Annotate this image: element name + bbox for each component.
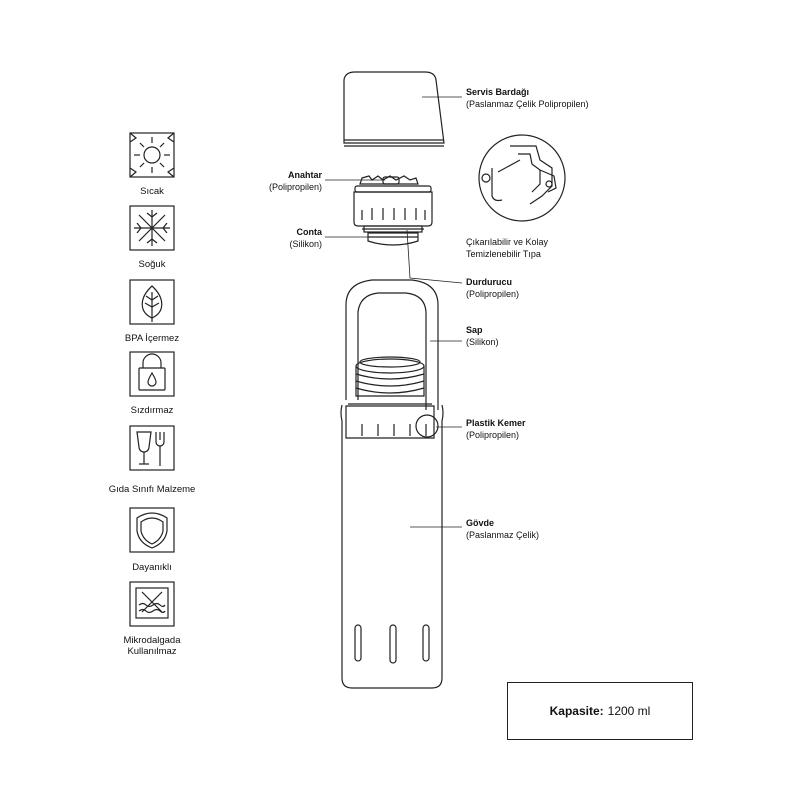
label-body-title: Gövde: [466, 518, 495, 528]
feature-label-hot: Sıcak: [140, 186, 164, 197]
feature-label-durable: Dayanıklı: [132, 562, 172, 573]
serving-cup: [344, 72, 444, 146]
capacity-label: Kapasite:: [549, 704, 604, 718]
leaf-icon: [130, 280, 174, 324]
label-stopper: [466, 276, 519, 300]
label-belt-title: Plastik Kemer: [466, 418, 526, 428]
label-key-material: (Polipropilen): [268, 182, 322, 192]
sun-heat-icon: [130, 133, 174, 177]
glass-fork-icon: [130, 426, 174, 470]
feature-label-no-microwave-line1: Mikrodalgada: [123, 635, 181, 646]
label-serving-cup-title: Servis Bardağı: [466, 87, 530, 97]
label-stopper-material: (Polipropilen): [466, 289, 520, 299]
label-belt: [466, 417, 526, 441]
no-microwave-icon: [130, 582, 174, 626]
feature-label-food-grade: Gıda Sınıfı Malzeme: [108, 484, 196, 495]
label-gasket-title: Conta: [296, 227, 322, 237]
label-serving-cup: [466, 86, 589, 110]
stopper-assembly: [354, 176, 432, 245]
label-handle-title: Sap: [466, 325, 483, 335]
label-gasket-material: (Silikon): [289, 239, 322, 249]
label-serving-cup-material: (Paslanmaz Çelik Polipropilen): [466, 99, 589, 109]
bottle-neck: [356, 357, 424, 396]
label-key: [222, 169, 322, 193]
label-detail-line2: Temizlenebilir Tıpa: [466, 249, 541, 259]
bottle-body: [341, 405, 443, 688]
plastic-belt: [346, 404, 438, 438]
shield-icon: [130, 508, 174, 552]
label-stopper-title: Durdurucu: [466, 277, 512, 287]
label-body: [466, 517, 539, 541]
label-body-material: (Paslanmaz Çelik): [466, 530, 540, 540]
label-handle-material: (Silikon): [466, 337, 499, 347]
feature-label-no-microwave: [82, 635, 222, 657]
label-gasket: [222, 226, 322, 250]
capacity-value: 1200 ml: [607, 704, 651, 718]
snowflake-icon: [130, 206, 174, 250]
label-detail-line1: Çıkarılabilir ve Kolay: [466, 237, 549, 247]
label-key-title: Anahtar: [287, 170, 322, 180]
detail-magnifier: [479, 135, 565, 221]
label-belt-material: (Polipropilen): [466, 430, 520, 440]
label-handle: [466, 324, 499, 348]
feature-label-no-microwave-line2: Kullanılmaz: [127, 646, 177, 657]
feature-label-cold: Soğuk: [138, 259, 166, 270]
label-detail: [466, 236, 548, 260]
capacity-box: [507, 682, 693, 740]
padlock-drop-icon: [130, 352, 174, 396]
feature-label-leakproof: Sızdırmaz: [130, 405, 174, 416]
feature-label-bpa-free: BPA İçermez: [124, 333, 180, 344]
